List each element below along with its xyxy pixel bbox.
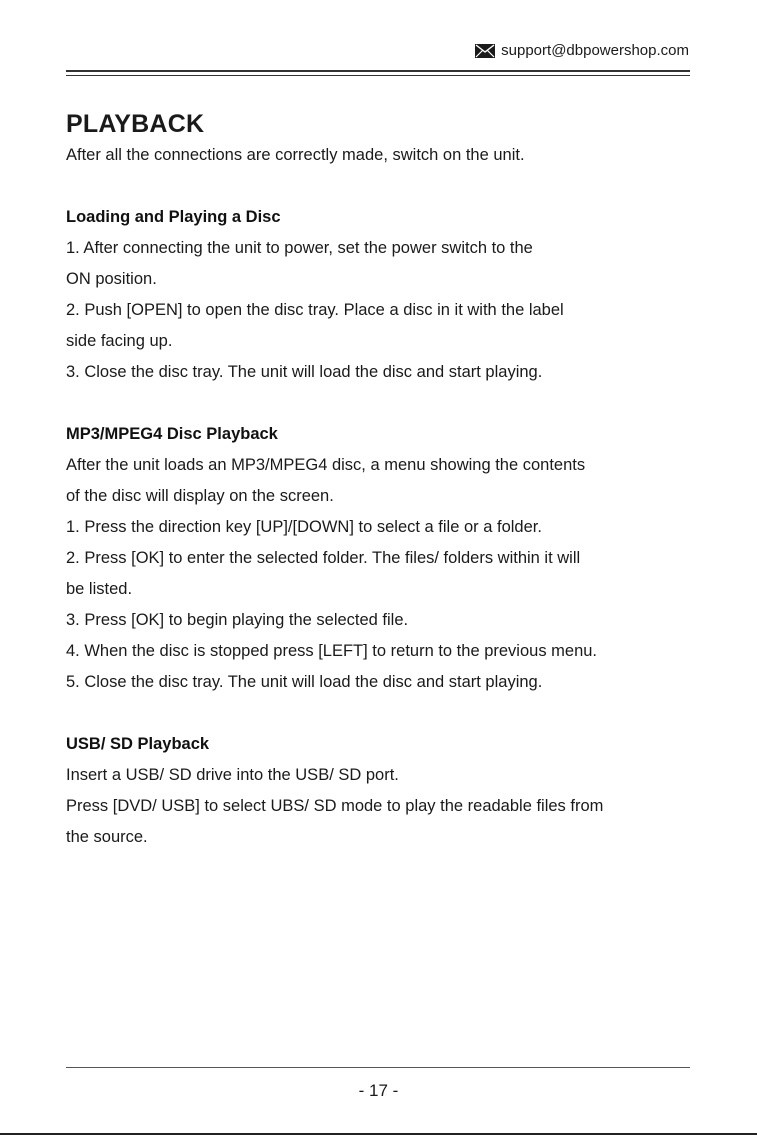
- section-line: 1. After connecting the unit to power, set the power switch to the: [66, 239, 533, 257]
- section-line: of the disc will display on the screen.: [66, 487, 334, 505]
- header-rule: [66, 70, 690, 76]
- section-line: Insert a USB/ SD drive into the USB/ SD port.: [66, 766, 399, 784]
- section-line: be listed.: [66, 580, 133, 598]
- section-line: 1. Press the direction key [UP]/[DOWN] to select a file or a folder.: [66, 518, 542, 536]
- section-line: 3. Press [OK] to begin playing the selected file.: [66, 611, 409, 629]
- section-line: the source.: [66, 828, 148, 846]
- section-line: 2. Push [OPEN] to open the disc tray. Place a disc in it with the label: [66, 301, 564, 319]
- intro-text: After all the connections are correctly made, switch on the unit.: [66, 146, 525, 164]
- footer-rule: [66, 1067, 690, 1068]
- header-contact: [475, 42, 689, 59]
- page-content: [66, 108, 691, 853]
- section-usb-sd-playback: [66, 729, 691, 853]
- section-line: ON position.: [66, 270, 157, 288]
- section-line: After the unit loads an MP3/MPEG4 disc, a menu showing the contents: [66, 456, 586, 474]
- section-heading: Loading and Playing a Disc: [66, 208, 281, 226]
- section-heading: MP3/MPEG4 Disc Playback: [66, 425, 278, 443]
- section-line: side facing up.: [66, 332, 173, 350]
- section-mp3-playback: [66, 419, 691, 698]
- section-line: 2. Press [OK] to enter the selected folder. The files/ folders within it will: [66, 549, 581, 567]
- section-heading: USB/ SD Playback: [66, 735, 210, 753]
- support-email: support@dbpowershop.com: [501, 42, 689, 59]
- page-title: PLAYBACK: [66, 110, 205, 138]
- section-line: 4. When the disc is stopped press [LEFT] to return to the previous menu.: [66, 642, 598, 660]
- section-line: 3. Close the disc tray. The unit will load the disc and start playing.: [66, 363, 543, 381]
- section-line: Press [DVD/ USB] to select UBS/ SD mode to play the readable files from: [66, 797, 604, 815]
- section-line: 5. Close the disc tray. The unit will load the disc and start playing.: [66, 673, 543, 691]
- section-loading-disc: [66, 202, 691, 388]
- page-number: - 17 -: [358, 1081, 399, 1100]
- envelope-icon: [475, 44, 495, 58]
